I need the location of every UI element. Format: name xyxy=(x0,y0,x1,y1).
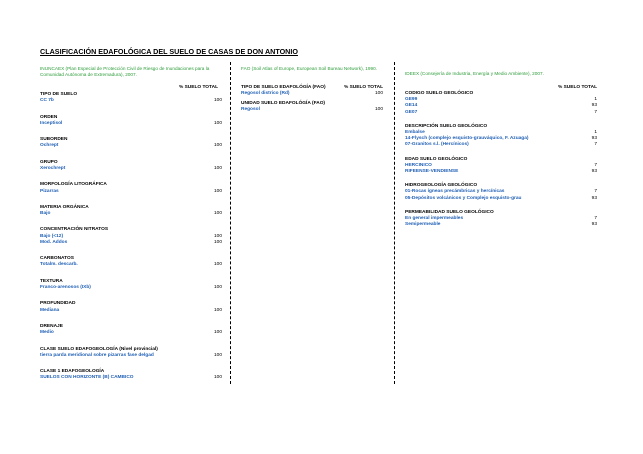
section xyxy=(40,114,222,127)
table-row xyxy=(40,352,222,359)
section-list xyxy=(405,91,597,228)
table-row xyxy=(40,375,222,381)
section xyxy=(405,157,597,176)
section-label: SUBORDEN xyxy=(40,137,68,143)
row-value: 100 xyxy=(213,98,222,104)
row-value: 100 xyxy=(213,211,222,217)
section-label: TIPO DE SUELO EDAFOLÓGÍA (FAO) xyxy=(241,85,326,90)
percent-header: % SUELO TOTAL xyxy=(179,85,218,90)
ideex-column xyxy=(405,66,597,228)
row-name: GE14 xyxy=(405,103,418,109)
row-name: RIFEENSE-VENDIENSE xyxy=(405,168,459,174)
table-row xyxy=(40,285,222,291)
section xyxy=(405,210,597,229)
section-list xyxy=(40,92,222,382)
row-value: 100 xyxy=(213,239,222,245)
section-list xyxy=(241,101,383,113)
row-value: 100 xyxy=(213,307,222,313)
column-header xyxy=(405,84,597,91)
row-value: 93 xyxy=(591,222,597,228)
row-name: 01-Rocas ígneas precámbricas y hercínicas xyxy=(405,189,505,195)
row-name: 14-Flysch (complejo esquisto-grauváquico, F. Azuaga) xyxy=(405,136,529,142)
row-value: 93 xyxy=(591,103,597,109)
section xyxy=(40,159,222,172)
row-name: Xerochrept xyxy=(40,165,66,171)
row-name: Pizarras xyxy=(40,188,59,194)
row-name: Totalm. descarb. xyxy=(40,262,78,268)
table-row xyxy=(405,169,597,175)
table-row xyxy=(241,107,383,113)
row-name: Mediana xyxy=(40,307,60,313)
row-name: 07-Granitos s.l. (Hercínicos) xyxy=(405,142,469,148)
table-row xyxy=(40,120,222,127)
section-label: CARBONATOS xyxy=(40,256,74,262)
section-label: UNIDAD SUELO EDAFOLÓGÍA (FAO) xyxy=(241,101,326,107)
row-value: 100 xyxy=(374,91,383,96)
section-label: MATERIA ORGÁNICA xyxy=(40,204,89,210)
row-value: 93 xyxy=(591,168,597,174)
column-header xyxy=(241,84,383,91)
row-name: GE07 xyxy=(405,109,418,115)
table-row xyxy=(40,307,222,314)
table-row xyxy=(40,188,222,195)
row-name: tierra parda meridional sobre pizarras fase delgad xyxy=(40,352,154,358)
section-label: CLASE SUELO EDAFOGEOLOGÍA (Nivel provincial) xyxy=(40,346,158,352)
page-title: CLASIFICACIÓN EDAFOLÓGICA DEL SUELO DE CASAS DE DON ANTONIO xyxy=(40,47,298,56)
column-header xyxy=(40,84,218,91)
row-value: 100 xyxy=(213,262,222,268)
table-row xyxy=(40,262,222,268)
row-value: 100 xyxy=(213,143,222,149)
section xyxy=(40,369,222,381)
row-name: Medio xyxy=(40,330,54,336)
row-value: 100 xyxy=(213,233,222,239)
table-row xyxy=(40,165,222,172)
table-row xyxy=(405,196,597,202)
column-divider xyxy=(230,62,231,384)
table-row xyxy=(40,143,222,149)
table-row xyxy=(405,142,597,148)
section-label: ORDEN xyxy=(40,114,58,120)
row-name: GE99 xyxy=(405,97,418,103)
row-name: Regosol xyxy=(241,107,260,113)
row-value: 100 xyxy=(213,165,222,171)
row-name: CC 7b xyxy=(40,98,54,104)
section xyxy=(40,92,222,104)
section xyxy=(40,227,222,246)
section-label: DESCRIPCIÓN SUELO GEOLÓGICO xyxy=(405,123,488,129)
section xyxy=(241,101,383,113)
section-label: CONCENTRACIÓN NITRATOS xyxy=(40,227,109,233)
row-value: 7 xyxy=(594,142,597,148)
row-name: Regosol districo (Rd) xyxy=(241,91,290,96)
row-name: Embalse xyxy=(405,129,425,135)
row-value: 100 xyxy=(213,120,222,126)
table-row xyxy=(40,239,222,246)
row-value: 100 xyxy=(374,107,383,113)
section-label: TEXTURA xyxy=(40,278,63,284)
row-value: 100 xyxy=(213,285,222,291)
table-row xyxy=(405,110,597,116)
section-label: HIDROGEOLOGÍA GEOLÓGICO xyxy=(405,183,478,189)
percent-header: % SUELO TOTAL xyxy=(558,85,597,90)
section-label: EDAD SUELO GEOLÓGICO xyxy=(405,156,468,162)
section xyxy=(405,183,597,202)
column-divider xyxy=(394,62,395,384)
section xyxy=(40,278,222,291)
section-label: DRENAJE xyxy=(40,323,63,329)
row-value: 100 xyxy=(213,188,222,194)
section xyxy=(40,182,222,194)
section-label: CLASE 1 EDAFOGEOLOGÍA xyxy=(40,369,105,375)
section-label: GRUPO xyxy=(40,159,58,165)
row-value: 1 xyxy=(594,129,597,135)
section xyxy=(40,323,222,336)
row-value: 7 xyxy=(594,162,597,168)
section-label: TIPO DE SUELO xyxy=(40,92,78,97)
percent-header: % SUELO TOTAL xyxy=(344,85,383,90)
section xyxy=(40,204,222,217)
section-label: MORFOLOGÍA LITOGRÁFICA xyxy=(40,182,107,188)
row-name: Ochrept xyxy=(40,143,59,149)
section xyxy=(405,91,597,116)
row-value: 93 xyxy=(591,195,597,201)
row-name: HERCINICO xyxy=(405,162,432,168)
source-note: IDEEX (Consejería de Industria, Energía y Medio Ambiente), 2007. xyxy=(405,71,544,76)
source-note: FAO (Soil Atlas of Europe, European Soil Bureau Network), 1990. xyxy=(241,66,378,71)
fao-column xyxy=(241,66,383,114)
row-name: SUELOS CON HORIZONTE (B) CAMBICO xyxy=(40,375,134,381)
section xyxy=(40,346,222,359)
source-note: INUNCAEX (Plan Especial de Protección Civil de Riesgo de Inundaciones para la Comunidad Autónoma de Extremadura), 2007. xyxy=(40,66,210,78)
row-value: 7 xyxy=(594,109,597,115)
row-name: Inceptisol xyxy=(40,120,63,126)
row-value: 7 xyxy=(594,189,597,195)
table-row xyxy=(40,211,222,217)
row-value: 100 xyxy=(213,375,222,381)
row-value: 100 xyxy=(213,352,222,358)
row-name: En general impermeables xyxy=(405,215,464,221)
table-row xyxy=(40,98,222,104)
section-label: PROFUNDIDAD xyxy=(40,301,76,307)
row-name: Mod. Addos xyxy=(40,239,68,245)
row-value: 100 xyxy=(213,330,222,336)
section xyxy=(40,301,222,313)
section-label: PERMEABILIDAD SUELO GEOLÓGICO xyxy=(405,209,494,215)
row-name: Semipermeable xyxy=(405,222,441,228)
section-label: CODIGO SUELO GEOLÓGICO xyxy=(405,91,474,96)
row-name: Bajo xyxy=(40,211,51,217)
table-row xyxy=(241,91,383,97)
section xyxy=(40,256,222,268)
row-name: Franco-arenosos (IXb) xyxy=(40,285,91,291)
section xyxy=(40,137,222,149)
section xyxy=(405,124,597,149)
row-value: 93 xyxy=(591,136,597,142)
row-value: 1 xyxy=(594,97,597,103)
table-row xyxy=(40,330,222,336)
row-value: 7 xyxy=(594,215,597,221)
row-name: Bajo (<12) xyxy=(40,233,64,239)
inuncaex-column xyxy=(40,66,222,382)
row-name: 05-Depósitos volcánicos y Complejo esquisto-grau xyxy=(405,195,522,201)
table-row xyxy=(405,222,597,228)
